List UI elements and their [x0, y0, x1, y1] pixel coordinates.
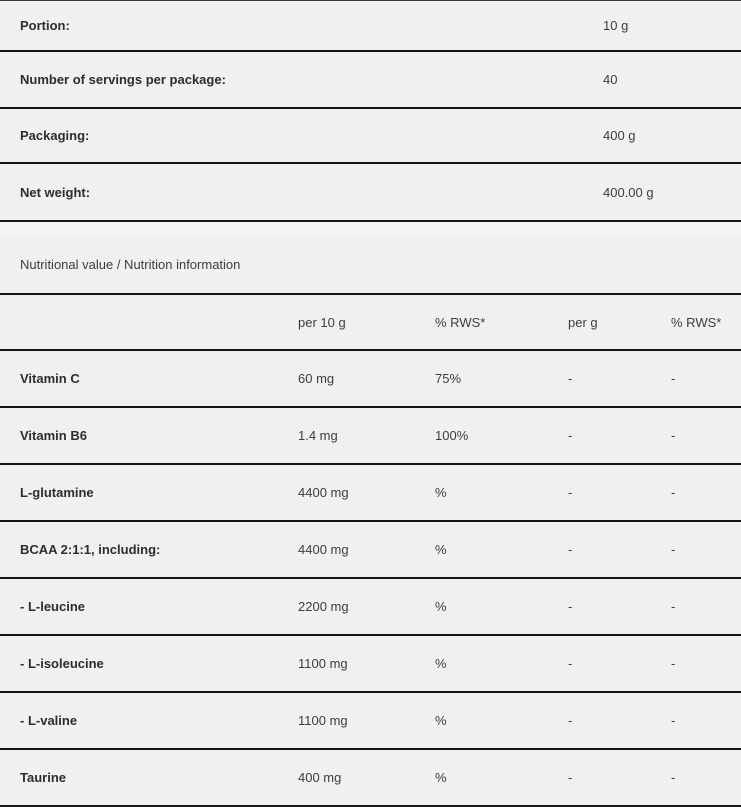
- nutrient-name: - L-valine: [20, 713, 78, 728]
- nutrient-rws-g: -: [671, 542, 676, 557]
- nutrient-rws-10g: %: [435, 770, 447, 785]
- nutrient-per-g: -: [568, 428, 573, 443]
- table-row-l-valine: [0, 693, 741, 750]
- column-header-rws-10g: % RWS*: [435, 314, 486, 330]
- nutrient-rws-g: -: [671, 656, 676, 671]
- column-header-per-g: per g: [568, 314, 598, 330]
- column-header-per-10g: per 10 g: [298, 314, 346, 330]
- nutrient-per-g: -: [568, 485, 573, 500]
- nutrient-per-10g: 2200 mg: [298, 599, 349, 614]
- nutrition-header-row: [0, 295, 741, 351]
- nutrient-rws-10g: 100%: [435, 428, 469, 443]
- table-row-portion: [0, 1, 741, 52]
- table-row-vitamin-b6: [0, 408, 741, 465]
- nutrient-per-10g: 400 mg: [298, 770, 342, 785]
- nutrient-name: Vitamin B6: [20, 428, 87, 443]
- nutrient-rws-10g: %: [435, 485, 447, 500]
- nutrient-rws-g: -: [671, 485, 676, 500]
- nutrient-per-g: -: [568, 713, 573, 728]
- row-label: Packaging:: [20, 128, 90, 143]
- table-row-l-isoleucine: [0, 636, 741, 693]
- nutrient-rws-g: -: [671, 428, 676, 443]
- nutrient-per-10g: 4400 mg: [298, 485, 349, 500]
- nutrient-name: Taurine: [20, 770, 66, 785]
- nutrient-per-10g: 1100 mg: [298, 656, 348, 671]
- nutrient-rws-10g: %: [435, 542, 447, 557]
- row-value: 10 g: [603, 18, 629, 33]
- nutrient-per-g: -: [568, 371, 573, 386]
- nutrient-per-g: -: [568, 542, 573, 557]
- row-label: Net weight:: [20, 184, 91, 200]
- nutrient-rws-g: -: [671, 770, 676, 785]
- nutrient-name: Vitamin C: [20, 371, 80, 386]
- table-row-l-leucine: [0, 579, 741, 636]
- nutrient-rws-g: -: [671, 371, 676, 386]
- nutrient-rws-g: -: [671, 713, 676, 728]
- nutrient-per-10g: 1.4 mg: [298, 428, 338, 443]
- nutrient-rws-10g: %: [435, 713, 447, 728]
- nutrient-per-10g: 60 mg: [298, 371, 335, 386]
- column-header-rws-g: % RWS*: [671, 314, 722, 330]
- nutrient-name: - L-leucine: [20, 599, 86, 614]
- nutrition-section-title-row: [0, 235, 741, 295]
- table-row-taurine: [0, 750, 741, 807]
- nutrient-name: BCAA 2:1:1, including:: [20, 542, 161, 557]
- nutrient-rws-10g: 75%: [435, 371, 462, 386]
- table-row-l-glutamine: [0, 465, 741, 522]
- row-value: 400 g: [603, 128, 636, 143]
- nutrient-per-g: -: [568, 770, 573, 785]
- nutrient-per-10g: 1100 mg: [298, 713, 348, 728]
- nutrient-name: L-glutamine: [20, 485, 94, 500]
- nutrient-rws-g: -: [671, 599, 676, 614]
- nutrient-rws-10g: %: [435, 656, 447, 671]
- nutrient-per-g: -: [568, 599, 573, 614]
- nutrient-name: - L-isoleucine: [20, 656, 104, 671]
- table-gap-divider: [0, 222, 741, 235]
- nutrient-per-10g: 4400 mg: [298, 542, 349, 557]
- row-value: 40: [603, 72, 618, 87]
- nutrition-section-title: Nutritional value / Nutrition information: [20, 256, 241, 272]
- table-row-packaging: [0, 109, 741, 164]
- nutrient-per-g: -: [568, 656, 573, 671]
- table-row-vitamin-c: [0, 351, 741, 408]
- nutrient-rws-10g: %: [435, 599, 447, 614]
- row-value: 400.00 g: [603, 184, 654, 200]
- table-row-servings: [0, 52, 741, 109]
- package-info-table: [0, 1, 741, 222]
- nutrition-table: [0, 235, 741, 807]
- row-label: Number of servings per package:: [20, 72, 226, 87]
- table-row-net-weight: [0, 164, 741, 222]
- table-row-bcaa: [0, 522, 741, 579]
- row-label: Portion:: [20, 18, 70, 33]
